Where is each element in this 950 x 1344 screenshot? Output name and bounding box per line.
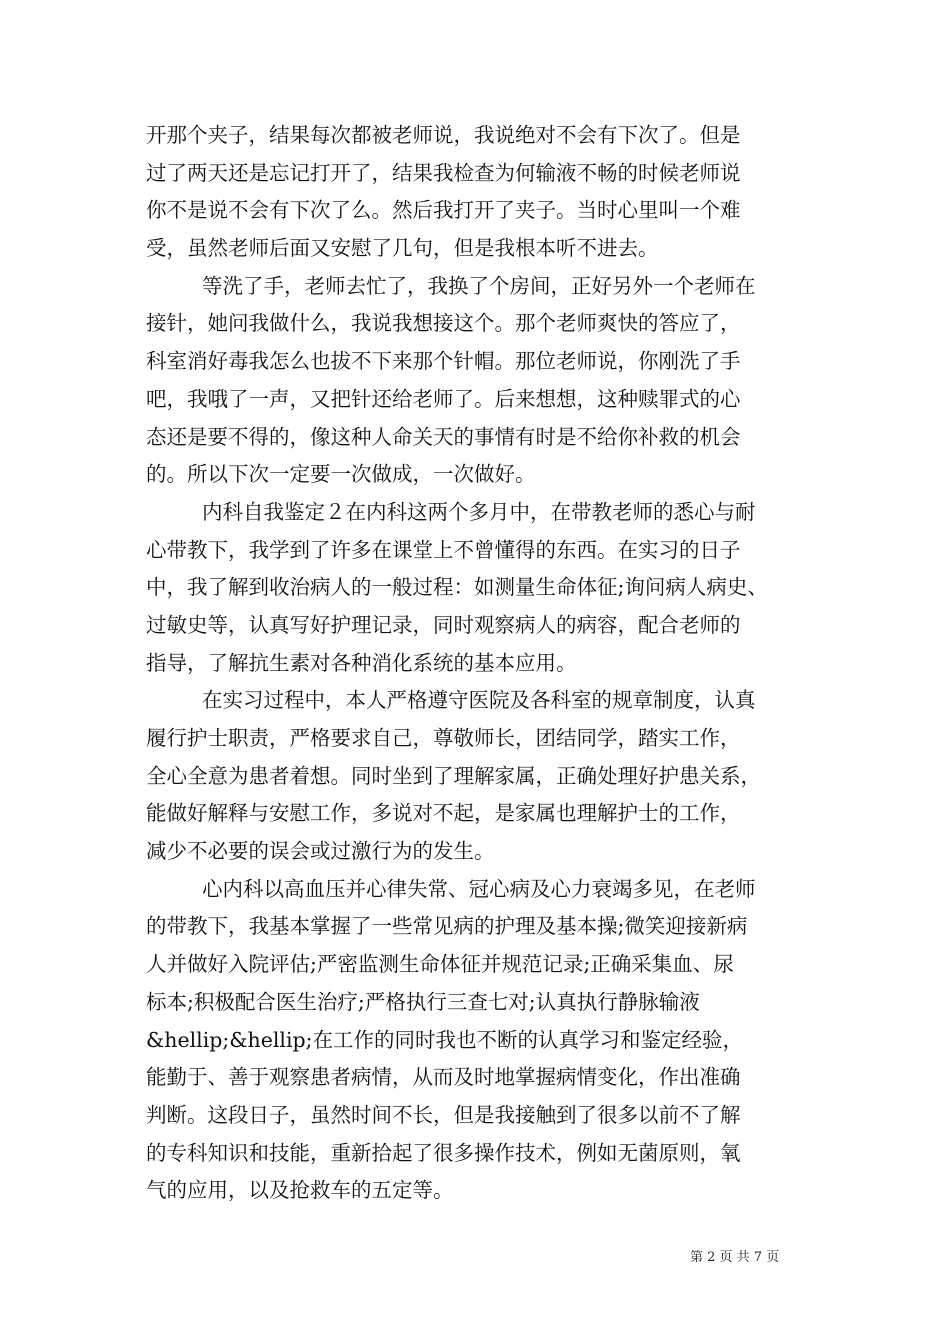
text-line: 你不是说不会有下次了么。然后我打开了夹子。当时心里叫一个难: [146, 198, 741, 223]
text-line: 等洗了手，老师去忙了，我换了个房间，正好另外一个老师在: [202, 273, 756, 298]
text-line: 减少不必要的误会或过激行为的发生。: [146, 839, 495, 864]
text-line: 过了两天还是忘记打开了，结果我检查为何输液不畅的时候老师说: [146, 160, 741, 185]
text-line: 能做好解释与安慰工作，多说对不起，是家属也理解护士的工作，: [146, 801, 741, 826]
text-line: 人并做好入院评估;严密监测生命体征并规范记录;正确采集血、尿: [146, 952, 734, 977]
text-line: 接针，她问我做什么，我说我想接这个。那个老师爽快的答应了，: [146, 311, 741, 336]
text-line: 吧，我哦了一声，又把针还给老师了。后来想想，这种赎罪式的心: [146, 386, 741, 411]
text-line: &hellip;&hellip;在工作的同时我也不断的认真学习和鉴定经验，: [146, 1027, 744, 1052]
text-line: 判断。这段日子，虽然时间不长，但是我接触到了很多以前不了解: [146, 1102, 741, 1127]
text-line: 的带教下，我基本掌握了一些常见病的护理及基本操;微笑迎接新病: [146, 914, 748, 939]
text-line: 的。所以下次一定要一次做成，一次做好。: [146, 462, 536, 487]
text-line: 中，我了解到收治病人的一般过程：如测量生命体征;询问病人病史、: [146, 575, 768, 600]
text-line: 在实习过程中，本人严格遵守医院及各科室的规章制度，认真: [202, 688, 756, 713]
text-line: 过敏史等，认真写好护理记录，同时观察病人的病容，配合老师的: [146, 612, 741, 637]
text-line: 的专科知识和技能，重新拾起了很多操作技术，例如无菌原则，氧: [146, 1140, 741, 1165]
text-line: 心带教下，我学到了许多在课堂上不曾懂得的东西。在实习的日子: [146, 537, 741, 562]
text-line: 履行护士职责，严格要求自己，尊敬师长，团结同学，踏实工作，: [146, 726, 741, 750]
text-line: 标本;积极配合医生治疗;严格执行三查七对;认真执行静脉输液: [146, 989, 700, 1014]
text-line: 气的应用，以及抢救车的五定等。: [146, 1178, 454, 1203]
text-line: 内科自我鉴定２在内科这两个多月中，在带教老师的悉心与耐: [202, 499, 756, 524]
text-line: 心内科以高血压并心律失常、冠心病及心力衰竭多见，在老师: [202, 876, 756, 901]
text-line: 能勤于、善于观察患者病情，从而及时地掌握病情变化，作出准确: [146, 1065, 741, 1090]
document-body: [146, 117, 811, 1210]
text-line: 受，虽然老师后面又安慰了几句，但是我根本听不进去。: [146, 236, 659, 261]
text-line: 态还是要不得的，像这种人命关天的事情有时是不给你补救的机会: [146, 424, 741, 449]
page-number: 第 2 页 共 7 页: [690, 1250, 780, 1265]
text-line: 开那个夹子，结果每次都被老师说，我说绝对不会有下次了。但是: [146, 123, 741, 147]
text-line: 全心全意为患者着想。同时坐到了理解家属，正确处理好护患关系，: [146, 763, 761, 788]
text-line: 指导，了解抗生素对各种消化系统的基本应用。: [146, 650, 577, 675]
text-line: 科室消好毒我怎么也拔不下来那个针帽。那位老师说，你刚洗了手: [146, 349, 741, 374]
